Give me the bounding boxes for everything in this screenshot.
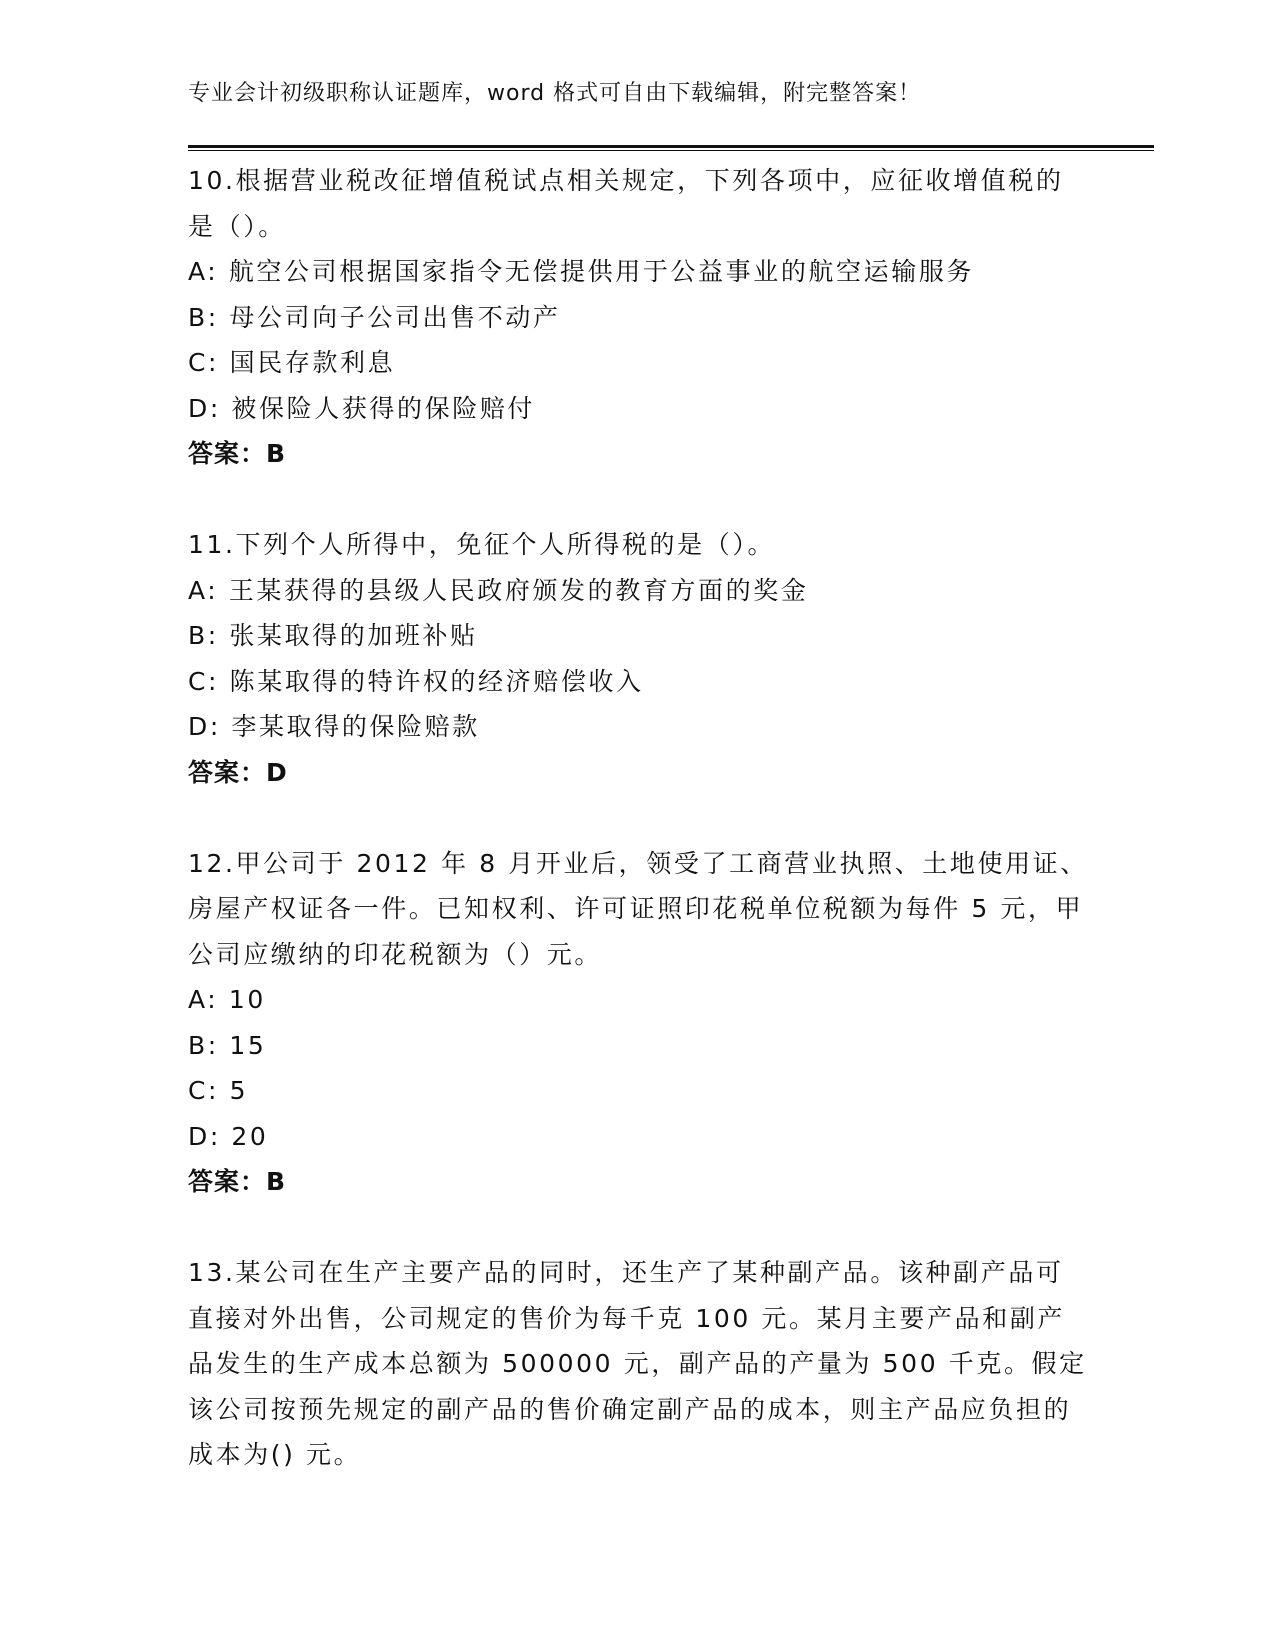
option-a: A: 航空公司根据国家指令无偿提供用于公益事业的航空运输服务: [188, 257, 975, 286]
page-header: 专业会计初级职称认证题库，word 格式可自由下载编辑，附完整答案！: [188, 81, 922, 106]
divider-thick-line: [188, 145, 1154, 148]
question-11: [188, 522, 1088, 795]
option-a: A: 10: [188, 985, 266, 1014]
answer: 答案：D: [188, 757, 288, 787]
answer: 答案：B: [188, 1167, 287, 1196]
question-text: 12.甲公司于 2012 年 8 月开业后，领受了工商营业执照、土地使用证、房屋产权证各一件。已知权利、许可证照印花税单位税额为每件 5 元，甲公司应缴纳的印花税额为（）元。: [188, 848, 1088, 969]
divider-thin-line: [188, 150, 1154, 151]
question-list: [188, 158, 1088, 1478]
spacer: [188, 795, 1088, 841]
option-c: C: 5: [188, 1076, 249, 1105]
question-text: 13.某公司在生产主要产品的同时，还生产了某种副产品。该种副产品可直接对外出售，公司规定的售价为每千克 100 元。某月主要产品和副产品发生的生产成本总额为 500000 元，副产品的产量为 500 千克。假定该公司按预先规定的副产品的售价确定副产品的成本，则主产品应负担的成本为() 元。: [188, 1258, 1087, 1469]
answer: 答案：B: [188, 439, 287, 468]
option-c: C: 陈某取得的特许权的经济赔偿收入: [188, 666, 644, 696]
option-b: B: 15: [188, 1030, 267, 1060]
question-10: [188, 158, 1088, 477]
header-divider: [188, 145, 1154, 152]
spacer: [188, 1205, 1088, 1251]
option-d: D: 20: [188, 1121, 269, 1151]
option-b: B: 张某取得的加班补贴: [188, 621, 478, 650]
option-d: D: 李某取得的保险赔款: [188, 712, 480, 741]
spacer: [188, 477, 1088, 523]
question-text: 10.根据营业税改征增值税试点相关规定，下列各项中，应征收增值税的是（）。: [188, 166, 1064, 241]
option-d: D: 被保险人获得的保险赔付: [188, 393, 536, 423]
option-a: A: 王某获得的县级人民政府颁发的教育方面的奖金: [188, 575, 809, 605]
option-b: B: 母公司向子公司出售不动产: [188, 302, 561, 332]
question-12: [188, 841, 1088, 1205]
option-c: C: 国民存款利息: [188, 348, 396, 377]
question-text: 11.下列个人所得中，免征个人所得税的是（）。: [188, 530, 776, 559]
question-13: [188, 1250, 1088, 1478]
